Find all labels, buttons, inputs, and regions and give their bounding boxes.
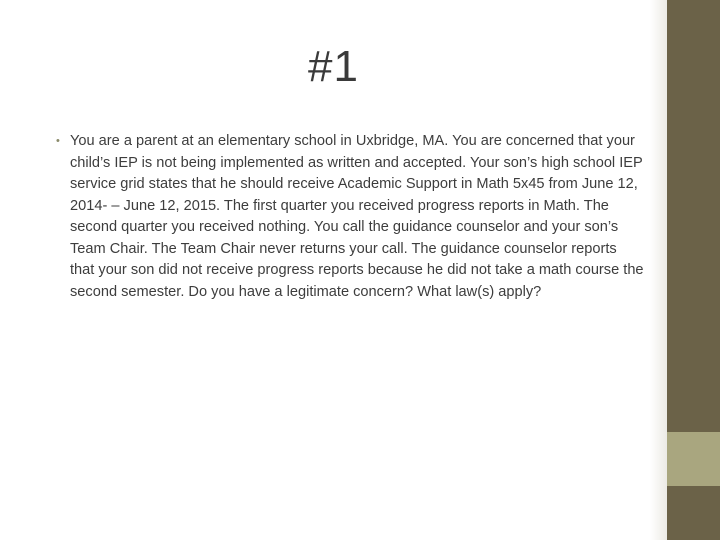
sidebar-accent-block bbox=[667, 432, 720, 486]
slide-title: #1 bbox=[308, 42, 359, 91]
slide-body bbox=[54, 131, 644, 303]
bullet-icon: • bbox=[56, 135, 60, 147]
scenario-text: You are a parent at an elementary school in Uxbridge, MA. You are concerned that your child’s IEP is not being implemented as written and accepted. Your son’s high school IEP service grid states that he should receive Academic Support in Math 5x45 from June 12, 2014- – June 12, 2015. The first quarter you received progress reports in Math. The second quarter you received nothing. You call the guidance counselor and your son’s Team Chair. The Team Chair never returns your call. The guidance counselor reports that your son did not receive progress reports because he did not take a math course the second semester. Do you have a legitimate concern? What law(s) apply? bbox=[70, 133, 644, 300]
bullet-item bbox=[54, 131, 644, 303]
